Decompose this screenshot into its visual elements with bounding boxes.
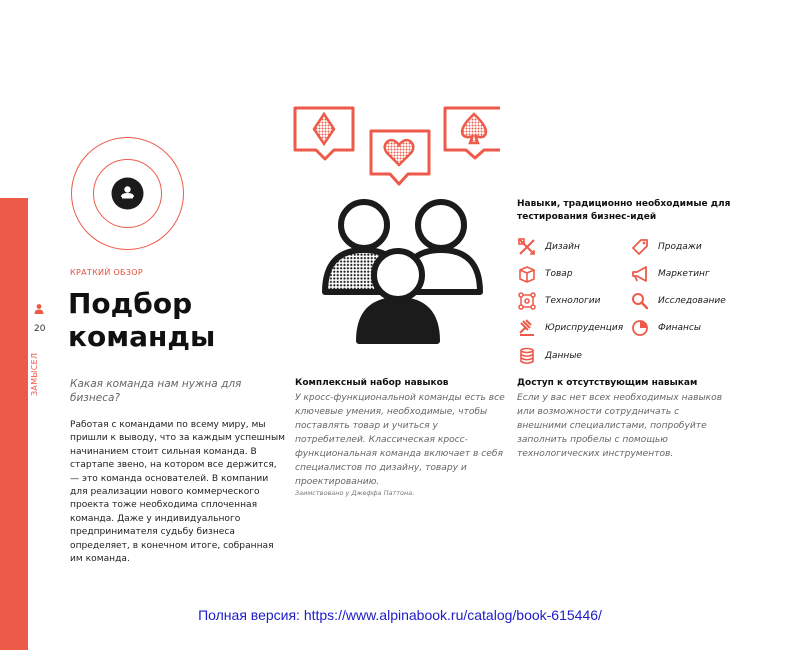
cross-functional-heading: Комплексный набор навыков <box>295 378 449 388</box>
sales-tag-icon <box>630 237 650 257</box>
side-margin <box>28 198 50 650</box>
research-magnifier-icon <box>630 291 650 311</box>
design-icon <box>517 237 537 257</box>
skill-item-law: Юриспруденция <box>517 317 623 339</box>
section-kicker: КРАТКИЙ ОБЗОР <box>70 268 143 277</box>
gavel-icon <box>517 318 537 338</box>
skill-item-data: Данные <box>517 345 582 367</box>
credit-note: Заимствовано у Джеффа Паттона. <box>295 489 415 497</box>
page-subtitle: Какая команда нам нужна для бизнеса? <box>70 378 242 404</box>
page-title: Подбор команды <box>68 287 216 353</box>
diamond-bubble-icon <box>295 108 353 159</box>
technology-network-icon <box>517 291 537 311</box>
skill-item-finance: Финансы <box>630 317 701 339</box>
skill-item-technology: Технологии <box>517 290 600 312</box>
team-illustration <box>285 100 500 345</box>
side-accent-strip <box>0 198 28 650</box>
skill-item-marketing: Маркетинг <box>630 263 710 285</box>
page-number: 20 <box>34 324 46 334</box>
full-version-link[interactable]: Полная версия: https://www.alpinabook.ru/catalog/book-615446/ <box>198 607 602 623</box>
database-icon <box>517 346 537 366</box>
product-box-icon <box>517 264 537 284</box>
section-label: ЗАМЫСЕЛ <box>30 352 39 396</box>
heart-bubble-icon <box>371 131 429 184</box>
spade-bubble-icon <box>445 108 500 158</box>
intro-body-text: Работая с командами по всему миру, мы пришли к выводу, что за каждым успешным начинанием стоит сильная команда. В стартапе звено, на котором все держится, — это команда основателей. В компании для реализации нового коммерческого проекта тоже необходима сплоченная команда. Даже у индивидуального предпринимателя судьбу бизнеса определяет, в конечном итоге, собранная им команда. <box>70 420 285 565</box>
pie-chart-icon <box>630 318 650 338</box>
skill-item-product: Товар <box>517 263 573 285</box>
skill-item-research: Исследование <box>630 290 726 312</box>
megaphone-icon <box>630 264 650 284</box>
skill-item-sales: Продажи <box>630 236 702 258</box>
cross-functional-text: У кросс-функциональной команды есть все ключевые умения, необходимые, чтобы поставлять товар и учиться у потребителей. Классическая кросс-функциональная команда включает в себя специалистов по дизайну, товару и проектированию. <box>295 393 505 487</box>
target-circles-icon <box>70 136 185 251</box>
missing-skills-text: Если у вас нет всех необходимых навыков или возможности сотрудничать с внешними специалистами, попробуйте заполнить пробелы с помощью технологических инструментов. <box>517 393 723 459</box>
missing-skills-heading: Доступ к отсутствующим навыкам <box>517 378 698 388</box>
skills-heading: Навыки, традиционно необходимые для тестирования бизнес-идей <box>517 199 731 222</box>
small-person-icon <box>33 303 45 315</box>
skill-item-design: Дизайн <box>517 236 580 258</box>
